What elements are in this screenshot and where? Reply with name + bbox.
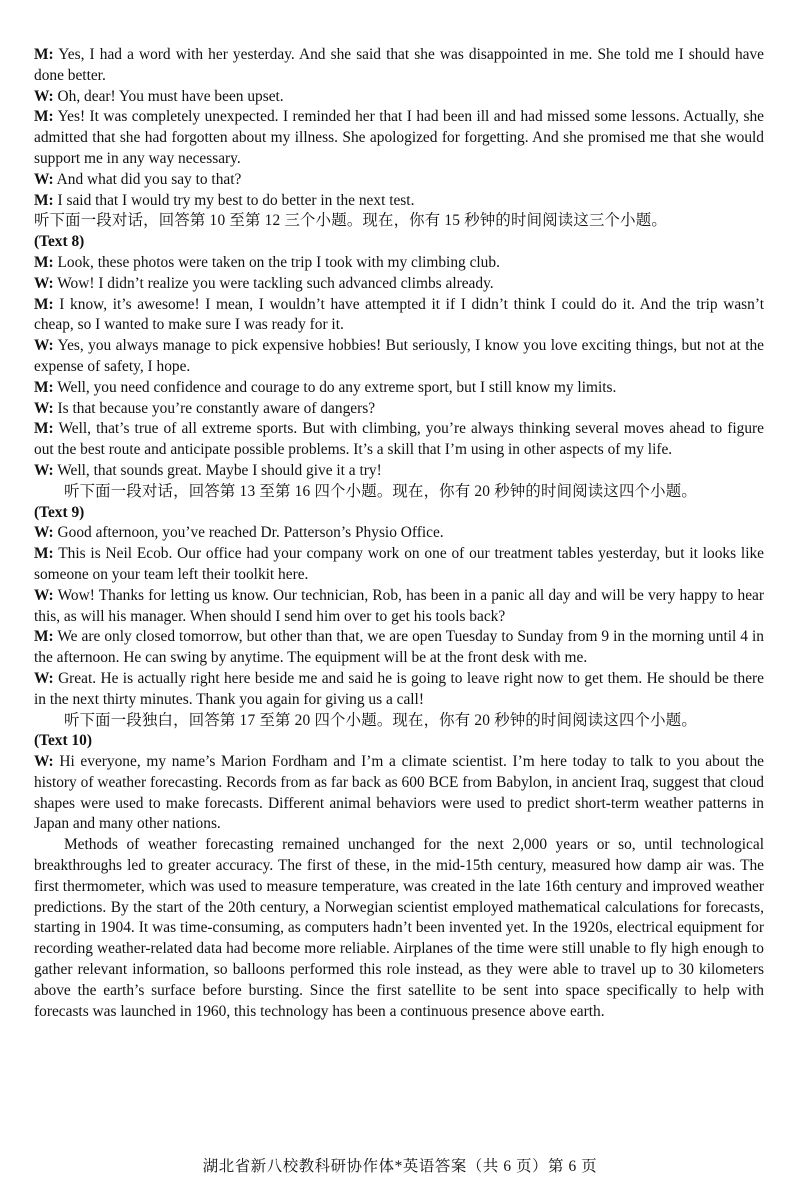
dialogue-text: Yes, you always manage to pick expensive hobbies! But seriously, I know you love exciting things, but not at the expense of safety, I hope. — [34, 337, 764, 375]
transcript-content — [34, 45, 764, 1022]
dialogue-line — [34, 107, 764, 169]
speaker-label: W: — [34, 170, 54, 188]
dialogue-line — [34, 586, 764, 628]
speaker-label: M: — [34, 108, 54, 126]
dialogue-text: Look, these photos were taken on the trip I took with my climbing club. — [57, 253, 500, 271]
speaker-label: M: — [34, 46, 54, 63]
monologue-text: Hi everyone, my name’s Marion Fordham and I’m a climate scientist. I’m here today to talk to you about the history of weather forecasting. Records from as far back as 600 BCE from Babylon, in ancient Iraq, suggest that cloud shapes were used to make forecasts. Different animal behaviors were used to predict short-term weather patterns in Japan and many other nations. — [34, 753, 764, 833]
dialogue-text: Oh, dear! You must have been upset. — [57, 87, 284, 105]
speaker-label: M: — [34, 191, 54, 209]
dialogue-text: Is that because you’re constantly aware of dangers? — [57, 399, 376, 417]
instruction-text-9: 听下面一段对话，回答第 13 至第 16 四个小题。现在，你有 20 秒钟的时间阅读这四个小题。 — [64, 482, 697, 500]
dialogue-text: Good afternoon, you’ve reached Dr. Patterson’s Physio Office. — [57, 524, 444, 542]
dialogue-line — [34, 419, 764, 461]
dialogue-line — [34, 399, 764, 420]
dialogue-line — [34, 627, 764, 669]
speaker-label: M: — [34, 378, 54, 396]
dialogue-line — [34, 45, 764, 87]
speaker-label: W: — [34, 337, 54, 355]
dialogue-line — [34, 170, 764, 191]
dialogue-line — [34, 544, 764, 586]
text-8-heading: (Text 8) — [34, 233, 85, 251]
speaker-label: W: — [34, 461, 54, 479]
instruction-text-8: 听下面一段对话，回答第 10 至第 12 三个小题。现在，你有 15 秒钟的时间阅读这三个小题。 — [34, 212, 667, 230]
dialogue-line — [34, 191, 764, 212]
dialogue-text: Wow! I didn’t realize you were tackling such advanced climbs already. — [57, 274, 494, 292]
dialogue-line — [34, 523, 764, 544]
dialogue-line — [34, 378, 764, 399]
dialogue-text: Well, that’s true of all extreme sports. But with climbing, you’re always thinking several moves ahead to figure out the best route and anticipate possible problems. It’s a skill that I’m using in other aspects of my life. — [34, 420, 765, 459]
speaker-label: M: — [34, 420, 54, 438]
dialogue-text: I know, it’s awesome! I mean, I wouldn’t have attempted it if I didn’t think I could do it. And the trip wasn’t cheap, so I wanted to make sure I was ready for it. — [34, 295, 764, 334]
speaker-label: M: — [34, 628, 54, 646]
speaker-label: W: — [34, 274, 54, 292]
speaker-label: W: — [34, 87, 54, 105]
speaker-label: M: — [34, 253, 54, 271]
dialogue-line — [34, 295, 764, 337]
speaker-label: M: — [34, 295, 54, 313]
monologue-paragraph — [34, 752, 764, 835]
monologue-paragraph-2: Methods of weather forecasting remained unchanged for the next 2,000 years or so, until technological breakthroughs led to greater accuracy. The first of these, in the mid-15th century, measured how damp air was. The first thermometer, which was used to measure temperature, was created in the late 16th century and improved weather predictions. By the start of the 20th century, a Norwegian scientist employed mathematical calculations for forecasts, starting in 1904. It was time-consuming, as computers hadn’t been invented yet. In the 1920s, electrical equipment for recording weather-related data had become more reliable. Airplanes of the time were still unable to fly high enough to gather relevant information, so balloons performed this role instead, as they were able to travel up to 30 kilometers above the earth’s surface before bursting. Since the first satellite to be sent into space specifically to help with forecasts was launched in 1960, this technology has been a continuous presence above earth. — [34, 836, 764, 1020]
speaker-label: W: — [34, 586, 54, 604]
dialogue-line — [34, 87, 764, 108]
speaker-label: W: — [34, 399, 54, 417]
dialogue-line — [34, 253, 764, 274]
speaker-label: W: — [34, 524, 54, 542]
dialogue-line — [34, 274, 764, 295]
page-footer: 湖北省新八校教科研协作体*英语答案（共 6 页）第 6 页 — [202, 1158, 598, 1175]
text-9-heading: (Text 9) — [34, 503, 85, 521]
dialogue-text: Well, you need confidence and courage to do any extreme sport, but I still know my limits. — [57, 378, 617, 396]
speaker-label: W: — [34, 669, 54, 687]
instruction-text-10: 听下面一段独白，回答第 17 至第 20 四个小题。现在，你有 20 秒钟的时间阅读这四个小题。 — [64, 711, 697, 729]
dialogue-text: This is Neil Ecob. Our office had your company work on one of our treatment tables yesterday, but it looks like someone on your team left their toolkit here. — [34, 545, 764, 583]
dialogue-text: We are only closed tomorrow, but other than that, we are open Tuesday to Sunday from 9 in the morning until 4 in the afternoon. He can swing by anytime. The equipment will be at the front desk with me. — [34, 628, 764, 667]
dialogue-text: And what did you say to that? — [56, 170, 242, 188]
dialogue-text: Yes! It was completely unexpected. I reminded her that I had been ill and had missed some lessons. Actually, she admitted that she had forgotten about my illness. She apologized for forgetting. And she promised me that she would support me in any way necessary. — [34, 108, 764, 167]
dialogue-line — [34, 461, 764, 482]
dialogue-text: Wow! Thanks for letting us know. Our technician, Rob, has been in a panic all day and will be very happy to hear this, as will his manager. When should I send him over to get his tools back? — [34, 586, 764, 625]
speaker-label: W: — [34, 753, 54, 771]
dialogue-text: Yes, I had a word with her yesterday. And she said that she was disappointed in me. She told me I should have done better. — [34, 46, 764, 84]
speaker-label: M: — [34, 545, 54, 563]
dialogue-text: Great. He is actually right here beside me and said he is going to leave right now to get them. He should be there in the next thirty minutes. Thank you again for giving us a call! — [34, 669, 764, 708]
text-10-heading: (Text 10) — [34, 732, 92, 750]
dialogue-text: I said that I would try my best to do better in the next test. — [57, 191, 415, 209]
dialogue-text: Well, that sounds great. Maybe I should give it a try! — [57, 461, 382, 479]
dialogue-line — [34, 669, 764, 711]
dialogue-line — [34, 336, 764, 378]
